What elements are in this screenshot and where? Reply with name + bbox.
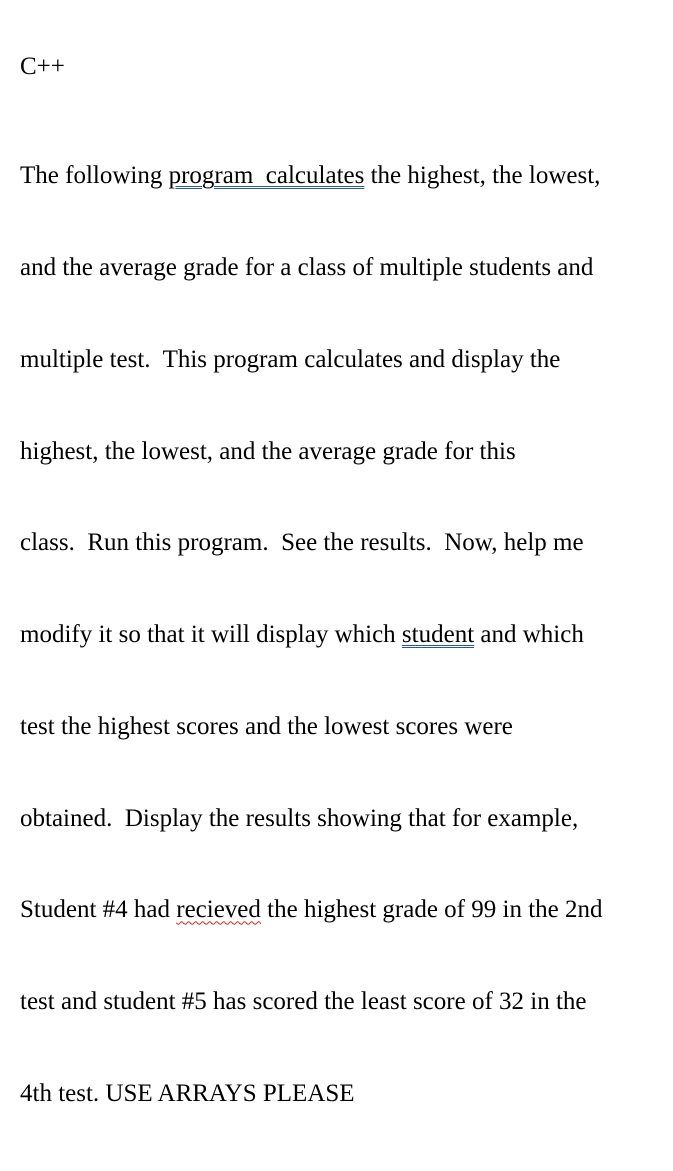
text-run: the highest grade of 99 in the 2nd (260, 896, 603, 924)
paragraph-line (20, 620, 660, 651)
grammar-flagged-text[interactable]: program calculates (168, 162, 365, 190)
paragraph-line: and the average grade for a class of multiple students and (20, 253, 594, 281)
question-paragraph (20, 100, 660, 1171)
paragraph-line: class. Run this program. See the results. Now, help me (20, 529, 584, 557)
paragraph-line: obtained. Display the results showing that for example, (20, 804, 579, 832)
text-run: and which (474, 621, 584, 649)
text-run: Student #4 had (20, 896, 177, 924)
paragraph-line: test the highest scores and the lowest scores were (20, 712, 513, 740)
spelling-flagged-text[interactable]: recieved (176, 896, 261, 924)
paragraph-line: highest, the lowest, and the average grade for this (20, 437, 516, 465)
text-run: The following (20, 162, 169, 190)
text-run: modify it so that it will display which (20, 621, 402, 649)
paragraph-line (20, 895, 660, 926)
paragraph-line: 4th test. USE ARRAYS PLEASE (20, 1080, 355, 1107)
text-run: the highest, the lowest, (364, 162, 601, 190)
paragraph-line: multiple test. This program calculates and display the (20, 345, 561, 373)
grammar-flagged-text[interactable]: student (401, 621, 475, 649)
paragraph-line (20, 161, 660, 192)
document-page (20, 52, 660, 1171)
paragraph-line: test and student #5 has scored the least score of 32 in the (20, 988, 587, 1016)
language-heading: C++ (20, 53, 65, 80)
